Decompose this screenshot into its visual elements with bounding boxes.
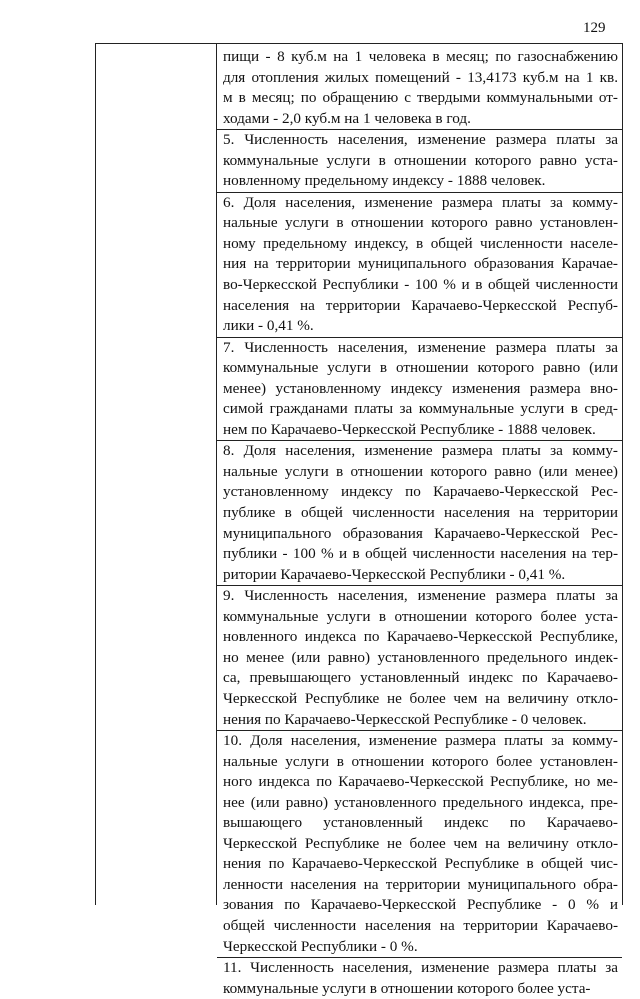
table-left-column xyxy=(96,44,217,905)
text-line: са, превышающего установленный индекс по Карачаево- xyxy=(223,669,618,687)
text-line: 10. Доля населения, изменение размера платы за комму- xyxy=(223,732,618,750)
table-right-column xyxy=(217,44,622,997)
text-line: ходами - 2,0 куб.м на 1 человека в год. xyxy=(223,109,471,127)
text-line: Черкесской Республики - 0 %. xyxy=(223,937,418,955)
text-line: м в месяц; по обращению с твердыми коммунальными от- xyxy=(223,89,618,107)
text-line: общей численности населения на территории Карачаево- xyxy=(223,916,618,934)
page-number: 129 xyxy=(583,20,606,36)
text-line: нения по Карачаево-Черкесской Республике - 0 человек. xyxy=(223,710,587,728)
text-line: вышающего установленный индекс по Карачаево- xyxy=(223,814,618,832)
text-line: нения по Карачаево-Черкесской Республике в общей чис- xyxy=(223,855,618,873)
text-line: коммунальные услуги в отношении которого более уста- xyxy=(223,979,591,997)
text-line: 5. Численность населения, изменение размера платы за xyxy=(223,131,618,149)
text-line: 11. Численность населения, изменение размера платы за xyxy=(223,959,618,977)
text-line: новленного индекса по Карачаево-Черкесской Республике, xyxy=(223,628,618,646)
text-line: установленному индексу по Карачаево-Черкесской Рес- xyxy=(223,483,618,501)
text-line: симой гражданами платы за коммунальные услуги в сред- xyxy=(223,400,618,418)
text-line: 6. Доля населения, изменение размера платы за комму- xyxy=(223,193,618,211)
text-line: ния на территории муниципального образования Карачае- xyxy=(223,255,618,273)
text-line: муниципального образования Карачаево-Черкесской Рес- xyxy=(223,524,618,542)
text-line: публики - 100 % и в общей численности населения на тер- xyxy=(223,545,618,563)
text-line: коммунальные услуги в отношении которого равно (или xyxy=(223,359,618,377)
text-line: пищи - 8 куб.м на 1 человека в месяц; по газоснабжению xyxy=(223,48,618,65)
text-line: публике в общей численности населения на территории xyxy=(223,504,618,522)
text-line: нальные услуги в отношении которого более установлен- xyxy=(223,752,618,770)
text-line: ного индекса по Карачаево-Черкесской Республике, но ме- xyxy=(223,773,618,791)
text-line: 9. Численность населения, изменение размера платы за xyxy=(223,587,618,605)
text-line: нем по Карачаево-Черкесской Республике - 1888 человек. xyxy=(223,420,596,438)
text-block xyxy=(223,47,618,999)
text-line: новленному предельному индексу - 1888 человек. xyxy=(223,172,546,190)
text-line: коммунальные услуги в отношении которого равно уста- xyxy=(223,151,618,169)
text-line: Черкесской Республике не более чем на величину откло- xyxy=(223,834,618,852)
text-line: во-Черкесской Республики - 100 % и в общей численности xyxy=(223,276,618,294)
text-line: для отопления жилых помещений - 13,4173 куб.м на 1 кв. xyxy=(223,68,618,86)
text-line: лики - 0,41 %. xyxy=(223,317,314,335)
document-table xyxy=(95,43,623,997)
text-line: нее (или равно) установленного предельного индекса, пре- xyxy=(223,793,618,811)
text-line: 8. Доля населения, изменение размера платы за комму- xyxy=(223,442,618,460)
text-line: зования по Карачаево-Черкесской Республике - 0 % и xyxy=(223,896,618,914)
text-line: населения на территории Карачаево-Черкесской Респуб- xyxy=(223,296,618,314)
text-line: ритории Карачаево-Черкесской Республики - 0,41 %. xyxy=(223,565,566,583)
text-line: ленности населения на территории муниципального обра- xyxy=(223,875,618,893)
text-line: но менее (или равно) установленного предельного индек- xyxy=(223,648,618,666)
text-line: ному предельному индексу, в общей численности населе- xyxy=(223,234,618,252)
text-line: Черкесской Республике не более чем на величину откло- xyxy=(223,689,618,707)
text-line: коммунальные услуги в отношении которого более уста- xyxy=(223,607,618,625)
text-line: нальные услуги в отношении которого равно (или менее) xyxy=(223,462,618,480)
text-line: менее) установленному индексу изменения размера вно- xyxy=(223,379,618,397)
text-line: 7. Численность населения, изменение размера платы за xyxy=(223,338,618,356)
text-line: нальные услуги в отношении которого равно установлен- xyxy=(223,214,618,232)
